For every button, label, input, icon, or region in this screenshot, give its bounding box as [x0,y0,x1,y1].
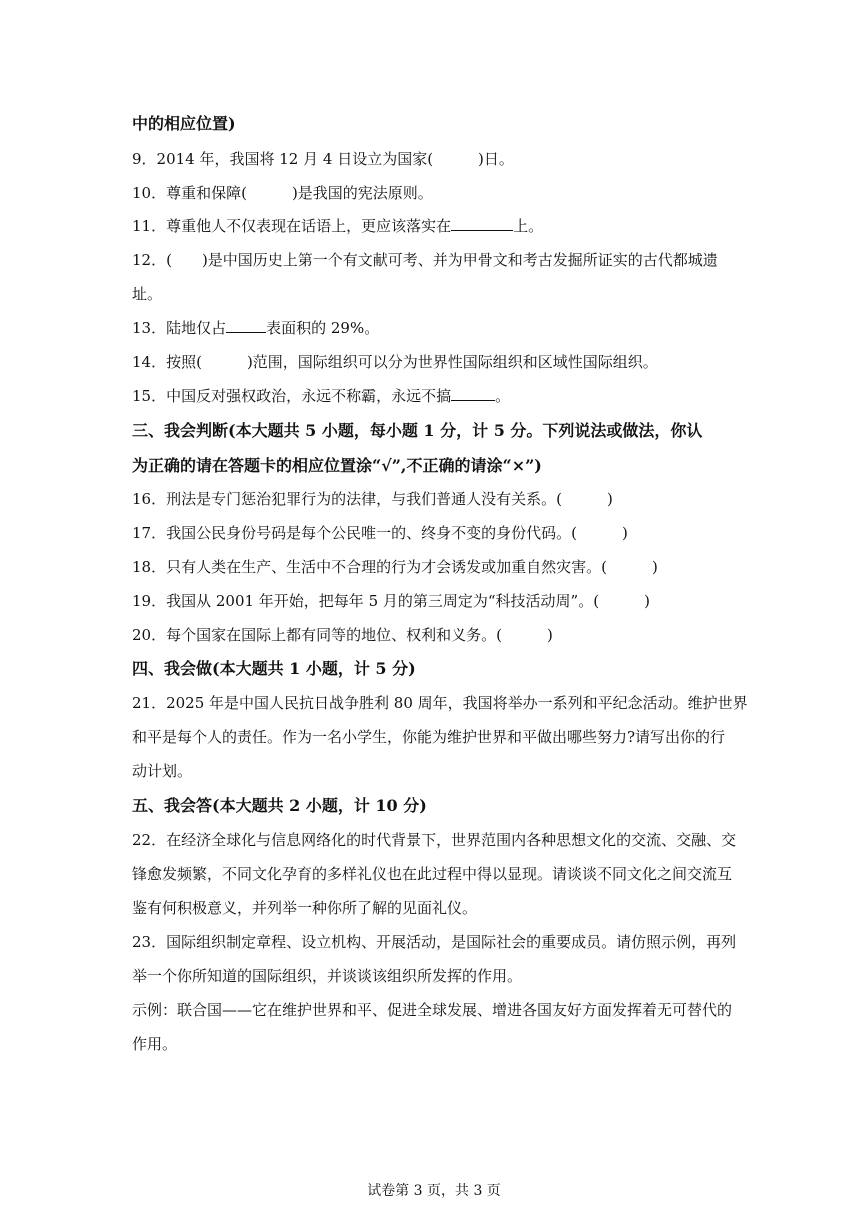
answer-blank [451,386,495,401]
question-13 [132,318,742,338]
question-15 [132,386,742,406]
question-21-cont: 和平是每个人的责任。作为一名小学生，你能为维护世界和平做出哪些努力?请写出你的行 [132,728,726,746]
section-5-heading: 五、我会答(本大题共 2 小题，计 10 分) [132,796,427,815]
question-12-cont: 址。 [132,285,163,303]
question-19: 19．我国从 2001 年开始，把每年 5 月的第三周定为“科技活动周”。( ) [132,592,650,610]
question-11 [132,216,742,236]
question-22-cont: 锋愈发频繁，不同文化孕育的多样礼仪也在此过程中得以显现。请谈谈不同文化之间交流互 [132,865,733,883]
example-text: 示例：联合国——它在维护世界和平、促进全球发展、增进各国友好方面发挥着无可替代的 [132,1001,733,1019]
section-continuation: 中的相应位置) [132,114,236,133]
question-16: 16．刑法是专门惩治犯罪行为的法律，与我们普通人没有关系。( ) [132,490,613,508]
q15-text: 15．中国反对强权政治，永远不称霸，永远不搞 [132,387,452,405]
question-18: 18．只有人类在生产、生活中不合理的行为才会诱发或加重自然灾害。( ) [132,558,658,576]
section-4-heading: 四、我会做(本大题共 1 小题，计 5 分) [132,659,416,678]
question-17: 17．我国公民身份号码是每个公民唯一的、终身不变的身份代码。( ) [132,524,628,542]
question-20: 20．每个国家在国际上都有同等的地位、权利和义务。( ) [132,626,553,644]
question-21-cont-2: 动计划。 [132,762,193,780]
question-9: 9．2014 年，我国将 12 月 4 日设立为国家( )日。 [132,150,514,168]
q11-end: 上。 [513,217,544,235]
answer-blank [226,318,266,333]
question-14: 14．按照( )范围，国际组织可以分为世界性国际组织和区域性国际组织。 [132,353,658,371]
question-12: 12．( )是中国历史上第一个有文献可考、并为甲骨文和考古发掘所证实的古代都城遗 [132,251,718,269]
q13-text: 13．陆地仅占 [132,319,227,337]
example-text-cont: 作用。 [132,1035,178,1053]
question-21: 21．2025 年是中国人民抗日战争胜利 80 周年，我国将举办一系列和平纪念活动。维护世界 [132,694,748,712]
section-3-heading: 三、我会判断(本大题共 5 小题，每小题 1 分，计 5 分。下列说法或做法，你认 [132,421,703,440]
section-3-heading-cont: 为正确的请在答题卡的相应位置涂“√”,不正确的请涂“×”) [132,456,542,475]
q13-end: 表面积的 29%。 [266,319,380,337]
question-22: 22．在经济全球化与信息网络化的时代背景下，世界范围内各种思想文化的交流、交融、交 [132,831,737,849]
q11-text: 11．尊重他人不仅表现在话语上，更应该落实在 [132,217,452,235]
question-10: 10．尊重和保障( )是我国的宪法原则。 [132,184,433,202]
question-23-cont: 举一个你所知道的国际组织，并谈谈该组织所发挥的作用。 [132,967,523,985]
q15-end: 。 [495,387,511,405]
answer-blank [451,216,513,231]
page-footer: 试卷第 3 页，共 3 页 [367,1183,501,1199]
question-22-cont-2: 鉴有何积极意义，并列举一种你所了解的见面礼仪。 [132,899,478,917]
question-23: 23．国际组织制定章程、设立机构、开展活动，是国际社会的重要成员。请仿照示例，再列 [132,933,737,951]
